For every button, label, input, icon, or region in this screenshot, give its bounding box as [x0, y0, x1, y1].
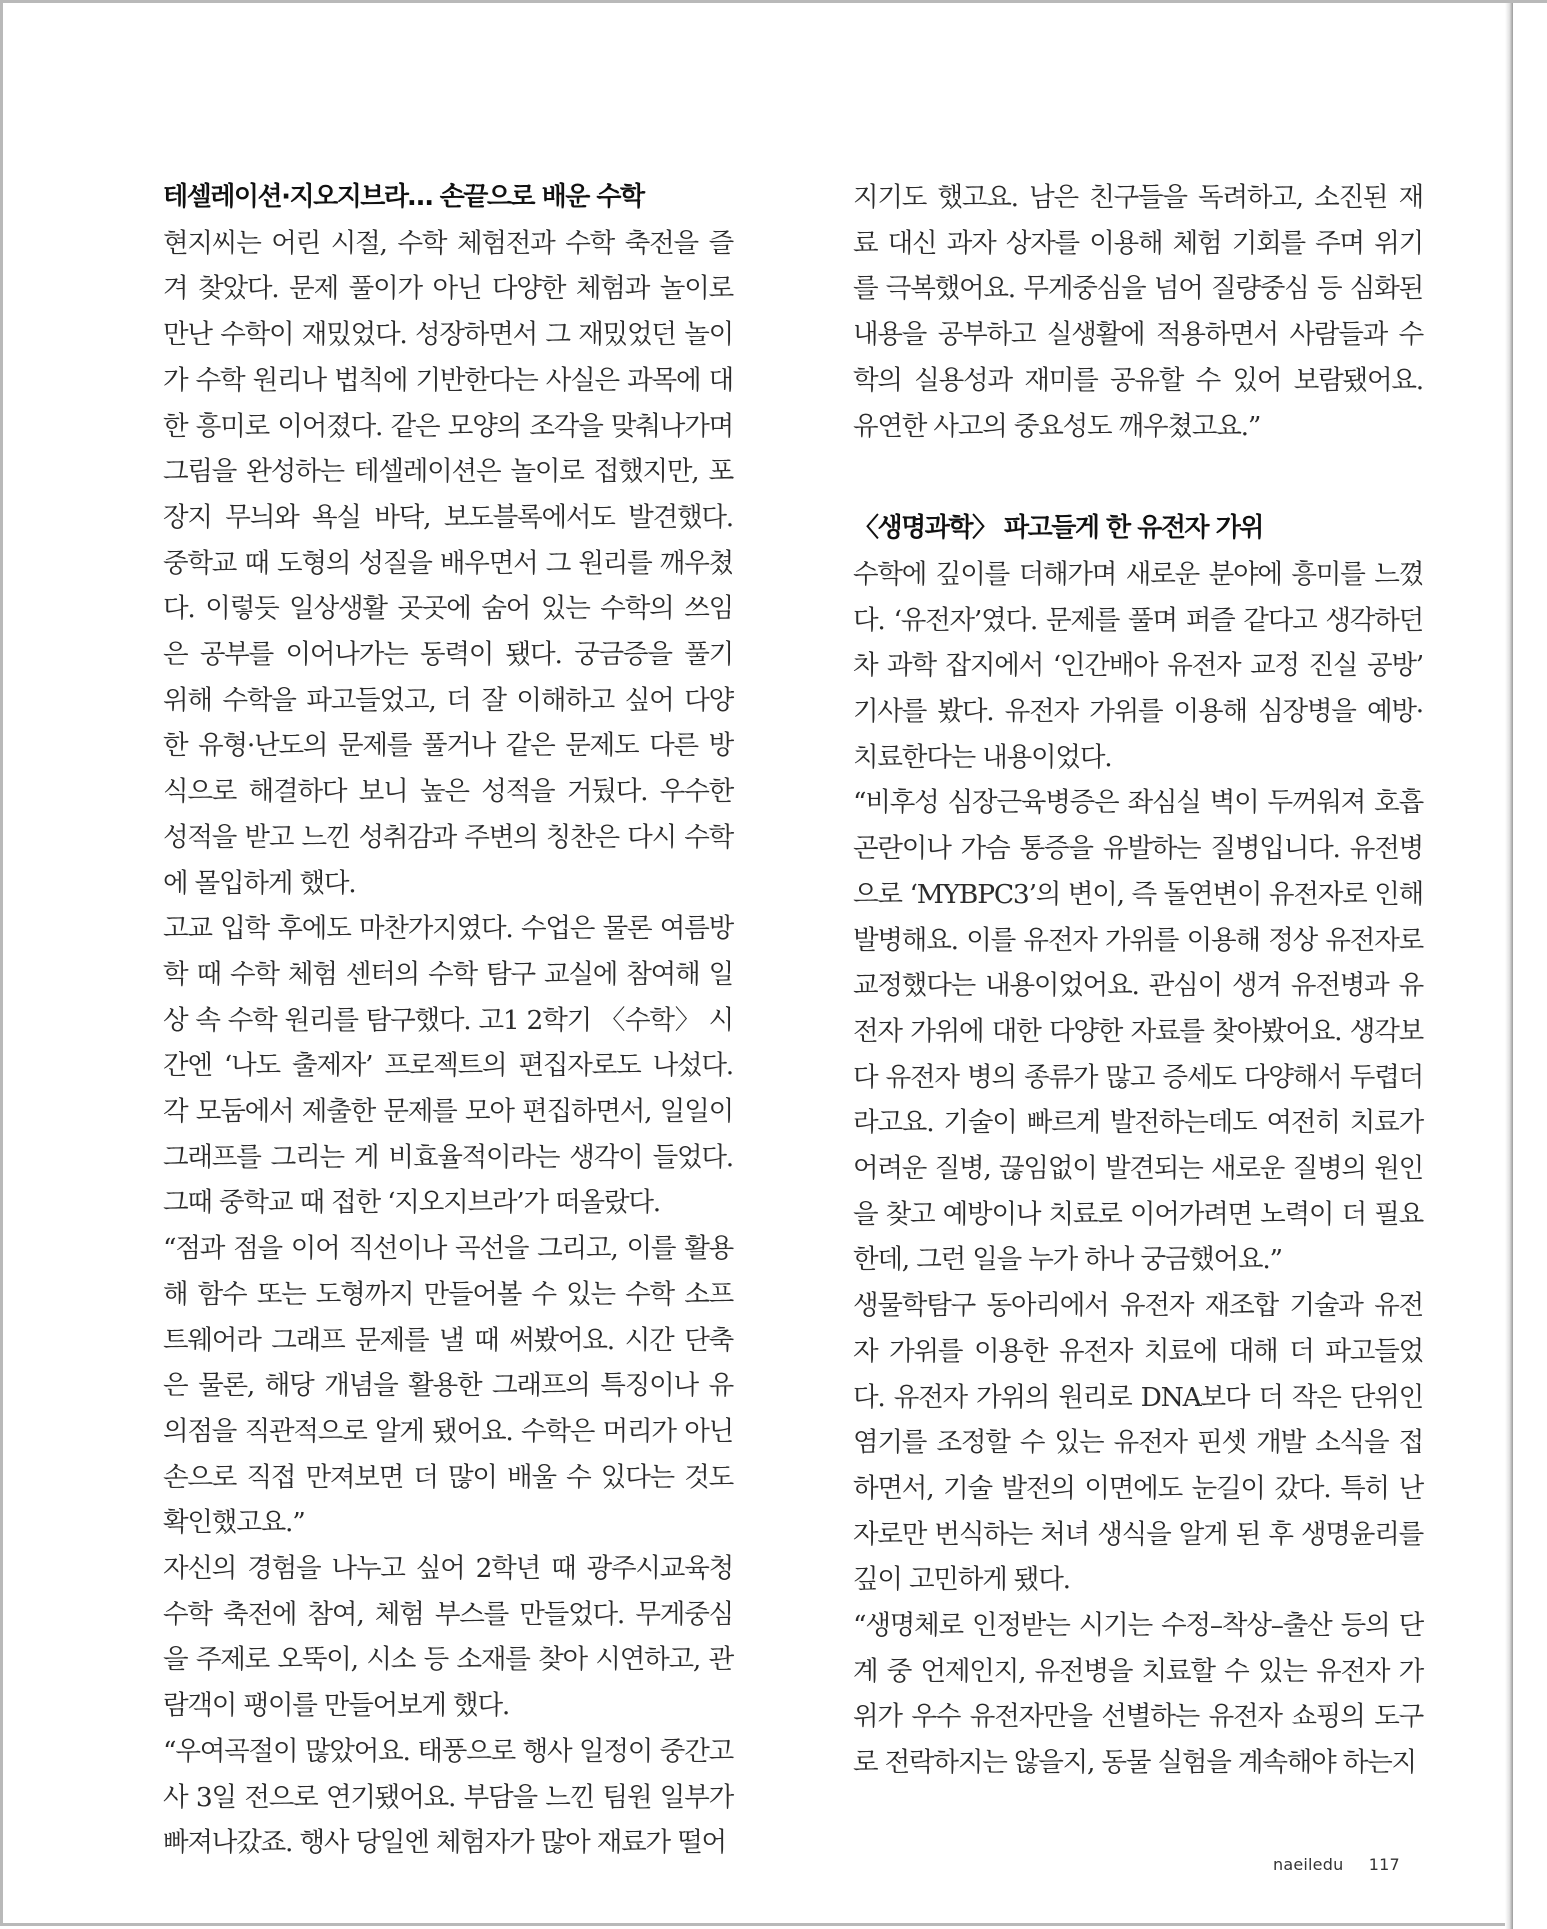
paragraph: 수학에 깊이를 더해가며 새로운 분야에 흥미를 느꼈다. ‘유전자’였다. 문제를 풀며 퍼즐 같다고 생각하던 차 과학 잡지에서 ‘인간배아 유전자 교정 진실 공방’ 기사를 봤다. 유전자 가위를 이용해 심장병을 예방·치료한다는 내용이었다. [853, 558, 1423, 773]
quote-paragraph: “점과 점을 이어 직선이나 곡선을 그리고, 이를 활용해 함수 또는 도형까지 만들어볼 수 있는 수학 소프트웨어라 그래프 문제를 낼 때 써봤어요. 시간 단축은 물론, 해당 개념을 활용한 그래프의 특징이나 유의점을 직관적으로 알게 됐어요. 수학은 머리가 아닌 손으로 직접 만져보면 더 많이 배울 수 있다는 것도 확인했고요.” [163, 1233, 733, 1539]
magazine-name: naeiledu [1273, 1855, 1344, 1874]
quote-paragraph: “우여곡절이 많았어요. 태풍으로 행사 일정이 중간고사 3일 전으로 연기됐어요. 부담을 느낀 팀원 일부가 빠져나갔죠. 행사 당일엔 체험자가 많아 재료가 떨어 [163, 1735, 733, 1859]
page-number: 117 [1368, 1855, 1400, 1874]
page-margin [1513, 3, 1547, 1929]
paragraph: 생물학탐구 동아리에서 유전자 재조합 기술과 유전자 가위를 이용한 유전자 치료에 대해 더 파고들었다. 유전자 가위의 원리로 DNA보다 더 작은 단위인 염기를 조정할 수 있는 유전자 핀셋 개발 소식을 접하면서, 기술 발전의 이면에도 눈길이 갔다. 특히 난자로만 번식하는 처녀 생식을 알게 된 후 생명윤리를 깊이 고민하게 됐다. [853, 1290, 1423, 1596]
paragraph: 자신의 경험을 나누고 싶어 2학년 때 광주시교육청 수학 축전에 참여, 체험 부스를 만들었다. 무게중심을 주제로 오뚝이, 시소 등 소재를 찾아 시연하고, 관람객이 팽이를 만들어보게 했다. [163, 1553, 733, 1722]
paragraph: 고교 입학 후에도 마찬가지였다. 수업은 물론 여름방학 때 수학 체험 센터의 수학 탐구 교실에 참여해 일상 속 수학 원리를 탐구했다. 고1 2학기 〈수학〉 시간엔 ‘나도 출제자’ 프로젝트의 편집자로도 나섰다. 각 모둠에서 제출한 문제를 모아 편집하면서, 일일이 그래프를 그리는 게 비효율적이라는 생각이 들었다. 그때 중학교 때 접한 ‘지오지브라’가 떠올랐다. [163, 913, 733, 1219]
quote-paragraph: “생명체로 인정받는 시기는 수정–착상–출산 등의 단계 중 언제인지, 유전병을 치료할 수 있는 유전자 가위가 우수 유전자만을 선별하는 유전자 쇼핑의 도구로 전락하지는 않을지, 동물 실험을 계속해야 하는지 [853, 1610, 1423, 1779]
section-heading-math: 테셀레이션·지오지브라… 손끝으로 배운 수학 [163, 182, 644, 212]
left-column [163, 175, 733, 1866]
page-edge-shadow [1505, 3, 1513, 1929]
page-footer [1273, 1855, 1400, 1874]
quote-paragraph: 지기도 했고요. 남은 친구들을 독려하고, 소진된 재료 대신 과자 상자를 이용해 체험 기회를 주며 위기를 극복했어요. 무게중심을 넘어 질량중심 등 심화된 내용을 공부하고 실생활에 적용하면서 사람들과 수학의 실용성과 재미를 공유할 수 있어 보람됐어요. 유연한 사고의 중요성도 깨우쳤고요.” [853, 182, 1423, 442]
paragraph: 현지씨는 어린 시절, 수학 체험전과 수학 축전을 즐겨 찾았다. 문제 풀이가 아닌 다양한 체험과 놀이로 만난 수학이 재밌었다. 성장하면서 그 재밌었던 놀이가 수학 원리나 법칙에 기반한다는 사실은 과목에 대한 흥미로 이어졌다. 같은 모양의 조각을 맞춰나가며 그림을 완성하는 테셀레이션은 놀이로 접했지만, 포장지 무늬와 욕실 바닥, 보도블록에서도 발견했다. 중학교 때 도형의 성질을 배우면서 그 원리를 깨우쳤다. 이렇듯 일상생활 곳곳에 숨어 있는 수학의 쓰임은 공부를 이어나가는 동력이 됐다. 궁금증을 풀기 위해 수학을 파고들었고, 더 잘 이해하고 싶어 다양한 유형·난도의 문제를 풀거나 같은 문제도 다른 방식으로 해결하다 보니 높은 성적을 거뒀다. 우수한 성적을 받고 느낀 성취감과 주변의 칭찬은 다시 수학에 몰입하게 했다. [163, 227, 733, 899]
quote-paragraph: “비후성 심장근육병증은 좌심실 벽이 두꺼워져 호흡곤란이나 가슴 통증을 유발하는 질병입니다. 유전병으로 ‘MYBPC3’의 변이, 즉 돌연변이 유전자로 인해 발병해요. 이를 유전자 가위를 이용해 정상 유전자로 교정했다는 내용이었어요. 관심이 생겨 유전병과 유전자 가위에 대한 다양한 자료를 찾아봤어요. 생각보다 유전자 병의 종류가 많고 증세도 다양해서 두렵더라고요. 기술이 빠르게 발전하는데도 여전히 치료가 어려운 질병, 끊임없이 발견되는 새로운 질병의 원인을 찾고 예방이나 치료로 이어가려면 노력이 더 필요한데, 그런 일을 누가 하나 궁금했어요.” [853, 787, 1423, 1276]
right-column [853, 175, 1423, 1786]
section-heading-biology: 〈생명과학〉 파고들게 한 유전자 가위 [853, 513, 1263, 544]
section-spacer [853, 449, 1423, 506]
